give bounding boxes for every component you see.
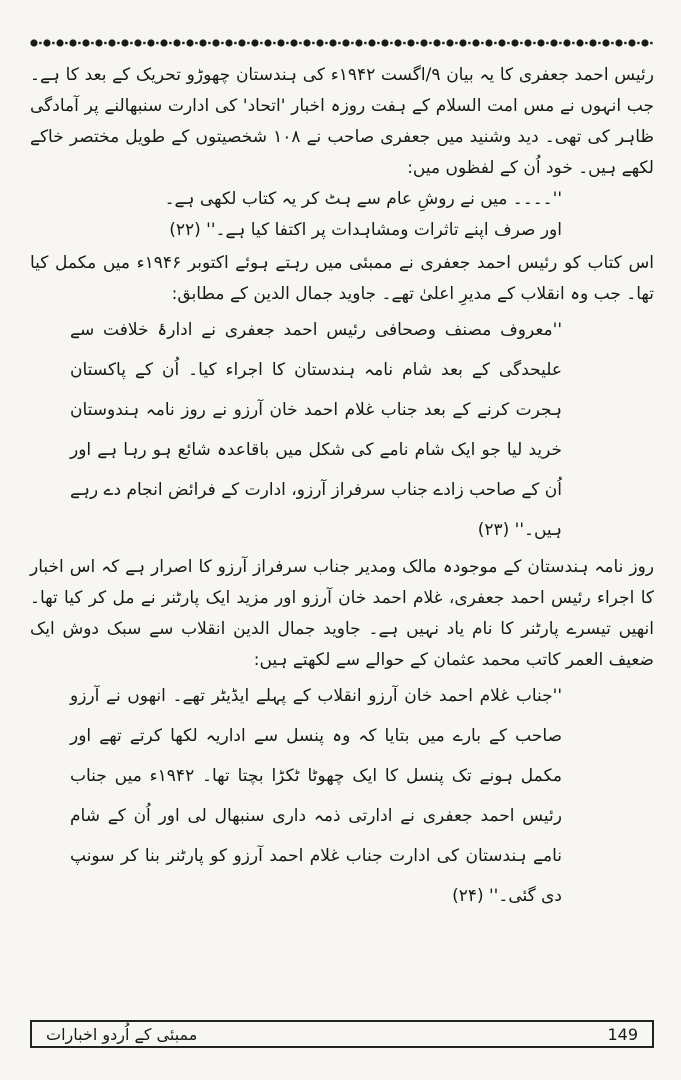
border-dash <box>481 42 483 44</box>
border-dash <box>364 42 366 44</box>
border-dash <box>143 42 145 44</box>
border-dot <box>628 39 635 46</box>
border-dot <box>56 39 63 46</box>
border-dot <box>485 39 492 46</box>
border-dash <box>416 42 418 44</box>
border-dash <box>520 42 522 44</box>
border-dash <box>507 42 509 44</box>
border-dot <box>251 39 258 46</box>
border-dash <box>429 42 431 44</box>
border-dot <box>147 39 154 46</box>
border-dash <box>247 42 249 44</box>
border-dot <box>459 39 466 46</box>
page-footer <box>30 1020 654 1048</box>
page-body <box>30 58 654 1008</box>
border-dash <box>221 42 223 44</box>
border-dash <box>390 42 392 44</box>
border-dash <box>455 42 457 44</box>
border-dash <box>468 42 470 44</box>
border-dash <box>312 42 314 44</box>
border-dash <box>650 42 652 44</box>
border-dash <box>299 42 301 44</box>
border-dot <box>355 39 362 46</box>
border-dash <box>182 42 184 44</box>
border-dot <box>134 39 141 46</box>
border-dot <box>524 39 531 46</box>
paragraph-2: اس کتاب کو رئیس احمد جعفری نے ممبئی میں رہتے ہوئے اکتوبر ۱۹۴۶ء میں مکمل کیا تھا۔ جب وہ انقلاب کے مدیرِ اعلیٰ تھے۔ جاوید جمال الدین کے مطابق: <box>30 253 654 304</box>
border-dot <box>342 39 349 46</box>
border-dot <box>277 39 284 46</box>
border-dot <box>264 39 271 46</box>
border-dot <box>433 39 440 46</box>
border-dot <box>407 39 414 46</box>
border-dash <box>260 42 262 44</box>
border-dot <box>576 39 583 46</box>
border-dot <box>212 39 219 46</box>
border-dot <box>472 39 479 46</box>
border-dash <box>52 42 54 44</box>
border-dot <box>121 39 128 46</box>
border-dash <box>117 42 119 44</box>
border-dash <box>286 42 288 44</box>
border-dash <box>65 42 67 44</box>
border-dash <box>338 42 340 44</box>
border-dot <box>550 39 557 46</box>
border-dash <box>598 42 600 44</box>
border-dot <box>498 39 505 46</box>
border-dash <box>273 42 275 44</box>
border-dot <box>537 39 544 46</box>
quote-3: ''جناب غلام احمد خان آرزو انقلاب کے پہلے ایڈیٹر تھے۔ انھوں نے آرزو صاحب کے بارے میں بتایا کہ وہ پنسل سے اداریہ لکھا کرتے تھے اور مکمل ہونے تک پنسل کا ایک چھوٹا ٹکڑا بچتا تھا۔ ۱۹۴۲ء میں جناب رئیس احمد جعفری نے ادارتی ذمہ داری سنبھال لی اور اُن کے شام نامے ہندستان کی ادارت جناب غلام احمد آرزو کو پارٹنر بنا کر سونپ دی گئی۔'' (۲۴) <box>70 686 562 906</box>
paragraph-1: رئیس احمد جعفری کا یہ بیان ۹/اگست ۱۹۴۲ء کی ہندستان چھوڑو تحریک کے بعد کا ہے۔ جب انہوں نے مس امت السلام کے ہفت روزہ اخبار 'اتحاد' کی ادارت سنبھالنے پر آمادگی ظاہر کی تھی۔ دید وشنید میں جعفری صاحب نے ۱۰۸ شخصیتوں کے طویل مختصر خاکے لکھے ہیں۔ خود اُن کے لفظوں میں: <box>30 65 654 178</box>
border-dash <box>156 42 158 44</box>
border-dash <box>78 42 80 44</box>
border-dash <box>351 42 353 44</box>
border-dash <box>377 42 379 44</box>
border-dot <box>394 39 401 46</box>
border-dot <box>238 39 245 46</box>
border-dot <box>641 39 648 46</box>
border-dash <box>585 42 587 44</box>
border-dot <box>381 39 388 46</box>
border-dot <box>368 39 375 46</box>
border-dot <box>199 39 206 46</box>
border-dot <box>615 39 622 46</box>
border-dash <box>494 42 496 44</box>
border-dot <box>563 39 570 46</box>
border-dash <box>325 42 327 44</box>
border-dash <box>546 42 548 44</box>
border-dot <box>316 39 323 46</box>
border-dot <box>173 39 180 46</box>
top-ornamental-border <box>30 36 654 50</box>
border-dot <box>511 39 518 46</box>
border-dash <box>130 42 132 44</box>
border-dot <box>589 39 596 46</box>
border-dash <box>572 42 574 44</box>
border-dash <box>637 42 639 44</box>
border-dot <box>303 39 310 46</box>
quote-1-end: اور صرف اپنے تاثرات ومشاہدات پر اکتفا کیا ہے۔'' (۲۲) <box>169 220 562 240</box>
border-dot <box>43 39 50 46</box>
border-dash <box>169 42 171 44</box>
running-title: ممبئی کے اُردو اخبارات <box>46 1024 198 1044</box>
quote-2: ''معروف مصنف وصحافی رئیس احمد جعفری نے ادارۂ خلافت سے علیحدگی کے بعد شام نامہ ہندستان کا اجراء کیا۔ اُن کے پاکستان ہجرت کرنے کے بعد جناب غلام احمد خان آرزو نے روز نامہ ہندوستان خرید لیا جو ایک شام نامے کی شکل میں باقاعدہ شائع ہو رہا ہے اور اُن کے صاحب زادے جناب سرفراز آرزو، ادارت کے فرائض انجام دے رہے ہیں۔'' (۲۳) <box>70 320 562 540</box>
border-dot <box>82 39 89 46</box>
border-dash <box>559 42 561 44</box>
quote-1: ''۔۔۔۔ میں نے روشِ عام سے ہٹ کر یہ کتاب لکھی ہے۔ <box>164 189 562 209</box>
border-dot <box>329 39 336 46</box>
border-dot <box>446 39 453 46</box>
border-dash <box>624 42 626 44</box>
border-dash <box>104 42 106 44</box>
border-dot <box>108 39 115 46</box>
border-dash <box>39 42 41 44</box>
border-dash <box>208 42 210 44</box>
border-dot <box>602 39 609 46</box>
border-dot <box>225 39 232 46</box>
border-dash <box>234 42 236 44</box>
border-dot <box>186 39 193 46</box>
border-dash <box>91 42 93 44</box>
border-dot <box>69 39 76 46</box>
border-dot <box>30 39 37 46</box>
border-dot <box>290 39 297 46</box>
border-dot <box>160 39 167 46</box>
paragraph-3: روز نامہ ہندستان کے موجودہ مالک ومدیر جناب سرفراز آرزو کا اصرار ہے کہ اس اخبار کا اجراء رئیس احمد جعفری، غلام احمد خان آرزو اور مزید ایک پارٹنر نے مل کر کیا تھا۔ انھیں تیسرے پارٹنر کا نام یاد نہیں ہے۔ جاوید جمال الدین انقلاب سے سبک دوش ایک ضعیف العمر کاتب محمد عثمان کے حوالے سے لکھتے ہیں: <box>30 557 654 670</box>
border-dash <box>403 42 405 44</box>
border-dot <box>95 39 102 46</box>
border-dash <box>195 42 197 44</box>
border-dot <box>420 39 427 46</box>
border-dash <box>442 42 444 44</box>
border-dash <box>611 42 613 44</box>
border-dash <box>533 42 535 44</box>
page-number: 149 <box>607 1024 638 1044</box>
